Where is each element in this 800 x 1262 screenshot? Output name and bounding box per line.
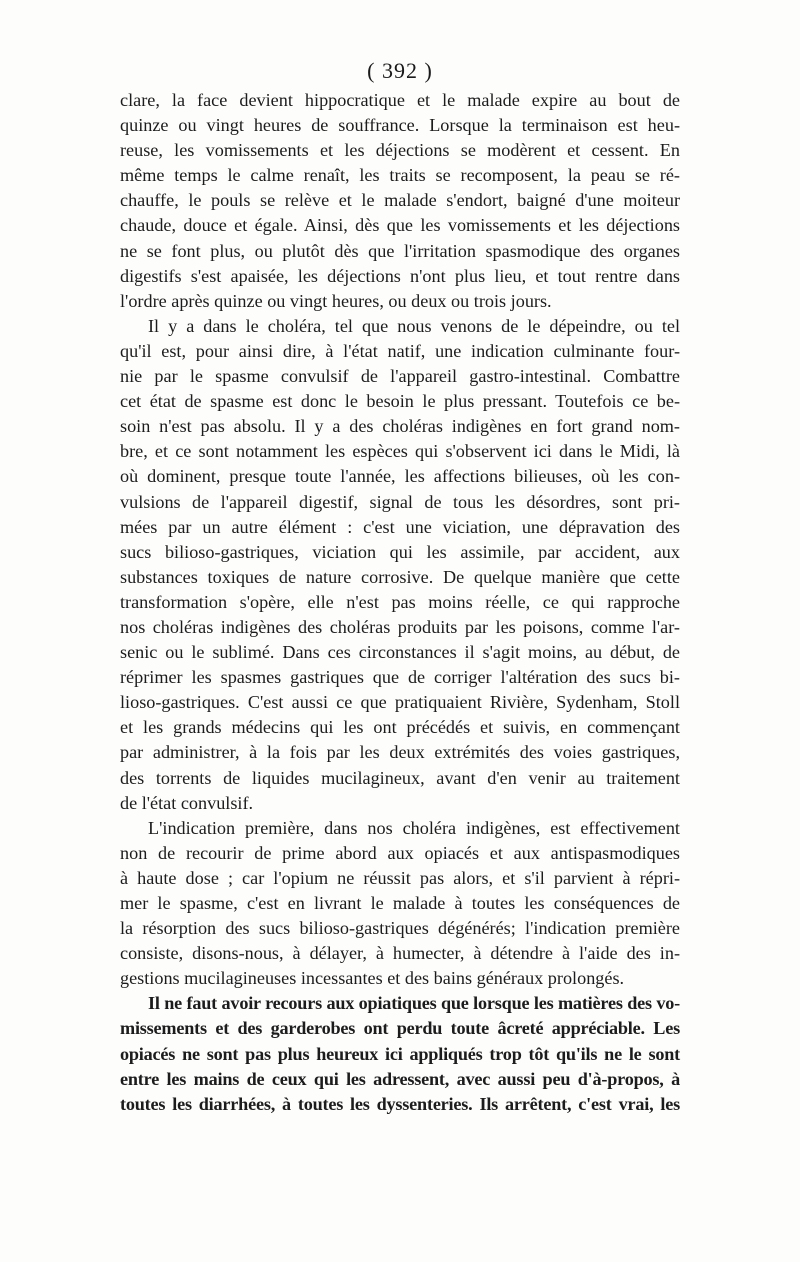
text-line: où dominent, presque toute l'année, les affections bilieuses, où les con- — [120, 466, 680, 487]
paragraph-3 — [120, 816, 680, 992]
text-line: qu'il est, pour ainsi dire, à l'état natif, une indication culminante four- — [120, 340, 680, 361]
text-line: toutes les diarrhées, à toutes les dyssenteries. Ils arrêtent, c'est vrai, les — [120, 1093, 680, 1114]
text-line: reuse, les vomissements et les déjections se modèrent et cessent. En — [120, 140, 680, 161]
text-line: même temps le calme renaît, les traits se recomposent, la peau se ré- — [120, 165, 680, 186]
text-line: digestifs s'est apaisée, les déjections n'ont plus lieu, et tout rentre dans — [120, 265, 680, 286]
paragraph-1 — [120, 88, 680, 314]
text-line: ne se font plus, ou plutôt dès que l'irritation spasmodique des organes — [120, 240, 680, 261]
text-line: de l'état convulsif. — [120, 792, 254, 813]
text-line: Il y a dans le choléra, tel que nous venons de le dépeindre, ou tel — [148, 315, 680, 336]
text-line: à haute dose ; car l'opium ne réussit pas alors, et s'il parvient à répri- — [120, 867, 680, 888]
text-line: nos choléras indigènes des choléras produits par les poisons, comme l'ar- — [120, 616, 680, 637]
text-line: soin n'est pas absolu. Il y a des choléras indigènes en fort grand nom- — [120, 416, 680, 437]
text-line: Il ne faut avoir recours aux opiatiques que lorsque les matières des vo- — [148, 993, 680, 1014]
text-line: lioso-gastriques. C'est aussi ce que pratiquaient Rivière, Sydenham, Stoll — [120, 692, 680, 713]
text-line: quinze ou vingt heures de souffrance. Lorsque la terminaison est heu- — [120, 115, 680, 136]
text-line: nie par le spasme convulsif de l'appareil gastro-intestinal. Combattre — [120, 366, 680, 387]
text-line: opiacés ne sont pas plus heureux ici appliqués trop tôt qu'ils ne le sont — [120, 1043, 680, 1064]
text-line: cet état de spasme est donc le besoin le plus pressant. Toutefois ce be- — [120, 391, 680, 412]
text-line: et les grands médecins qui les ont précédés et suivis, en commençant — [120, 717, 680, 738]
text-line: chauffe, le pouls se relève et le malade s'endort, baigné d'une moiteur — [120, 190, 680, 211]
body-text — [120, 88, 680, 1117]
text-line: gestions mucilagineuses incessantes et des bains généraux prolongés. — [120, 968, 625, 989]
page-number: ( 392 ) — [367, 58, 433, 83]
paragraph-2 — [120, 314, 680, 816]
text-line: la résorption des sucs bilioso-gastriques dégénérés; l'indication première — [120, 918, 680, 939]
text-line: clare, la face devient hippocratique et le malade expire au bout de — [120, 90, 680, 110]
text-line: chaude, douce et égale. Ainsi, dès que les vomissements et les déjections — [120, 215, 680, 236]
text-line: entre les mains de ceux qui les adressent, avec aussi peu d'à-propos, à — [120, 1068, 680, 1089]
text-line: senic ou le sublimé. Dans ces circonstances il s'agit moins, au début, de — [120, 642, 680, 663]
text-line: transformation s'opère, elle n'est pas moins réelle, ce qui rapproche — [120, 591, 680, 612]
paragraph-4 — [120, 991, 680, 1116]
text-line: réprimer les spasmes gastriques que de corriger l'altération des sucs bi- — [120, 667, 680, 688]
text-line: bre, et ce sont notamment les espèces qui s'observent ici dans le Midi, là — [120, 441, 680, 462]
text-line: sucs bilioso-gastriques, viciation qui les assimile, par accident, aux — [120, 541, 680, 562]
text-line: L'indication première, dans nos choléra indigènes, est effectivement — [148, 817, 680, 838]
text-line: mer le spasme, c'est en livrant le malade à toutes les conséquences de — [120, 893, 680, 913]
text-line: mées par un autre élément : c'est une viciation, une dépravation des — [120, 516, 680, 537]
text-line: substances toxiques de nature corrosive. De quelque manière que cette — [120, 566, 680, 587]
text-line: consiste, disons-nous, à délayer, à humecter, à détendre à l'aide des in- — [120, 943, 680, 964]
text-line: vulsions de l'appareil digestif, signal de tous les désordres, sont pri- — [120, 491, 680, 512]
text-line: l'ordre après quinze ou vingt heures, ou deux ou trois jours. — [120, 290, 552, 311]
text-line: par administrer, à la fois par les deux extrémités des voies gastriques, — [120, 742, 680, 763]
text-line: non de recourir de prime abord aux opiacés et aux antispasmodiques — [120, 842, 680, 863]
text-line: missements et des garderobes ont perdu toute âcreté appréciable. Les — [120, 1018, 680, 1039]
text-line: des torrents de liquides mucilagineux, avant d'en venir au traitement — [120, 767, 680, 788]
